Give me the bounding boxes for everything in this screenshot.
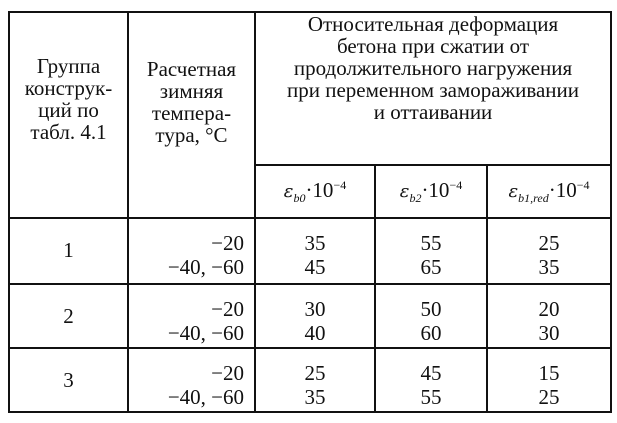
eb2-value: 50 <box>420 297 442 321</box>
group-number: 2 <box>9 284 128 348</box>
eb0-value: 35 <box>304 385 326 409</box>
group-number: 3 <box>9 348 128 412</box>
eb1red-value: 35 <box>538 255 560 279</box>
deformation-table <box>8 11 612 413</box>
eb1red-cell <box>487 348 611 412</box>
symbol-multiplier: ·10 <box>305 177 334 202</box>
temperature-value: −20 <box>211 231 244 255</box>
temperature-header-line: тура, °С <box>155 123 228 147</box>
column-header-eb2 <box>375 165 487 218</box>
deformation-header-cell <box>255 12 611 165</box>
symbol-exponent: −4 <box>449 177 463 192</box>
eb0-cell <box>255 218 375 284</box>
temperature-cell <box>128 348 255 412</box>
group-header-line: конструк- <box>24 76 113 100</box>
group-header-cell <box>9 12 128 218</box>
eb1red-value: 25 <box>538 385 560 409</box>
temperature-value: −40, −60 <box>167 255 244 279</box>
symbol-multiplier: ·10 <box>421 177 450 202</box>
eb1red-cell <box>487 284 611 348</box>
group-header-line: табл. 4.1 <box>30 120 107 144</box>
epsilon-symbol: ε <box>399 180 410 202</box>
eb2-value: 60 <box>420 321 442 345</box>
group-header-line: Группа <box>36 54 101 78</box>
eb2-cell <box>375 218 487 284</box>
group-header <box>10 13 127 143</box>
deformation-header-line: при переменном замораживании <box>287 78 579 102</box>
symbol-exponent: −4 <box>333 177 347 192</box>
deformation-header-line: Относительная деформация <box>307 12 559 36</box>
temperature-value: −20 <box>211 297 244 321</box>
eb0-cell <box>255 348 375 412</box>
temperature-value: −40, −60 <box>167 321 244 345</box>
symbol-exponent: −4 <box>576 177 590 192</box>
column-header-eb0 <box>255 165 375 218</box>
temperature-header-cell <box>128 12 255 218</box>
temperature-header-line: Расчетная <box>146 57 237 81</box>
eb1red-value: 25 <box>538 231 560 255</box>
deformation-header-line: продолжительного нагружения <box>293 56 573 80</box>
temperature-value: −40, −60 <box>167 385 244 409</box>
deformation-header-line: бетона при сжатии от <box>336 34 530 58</box>
eb2-value: 65 <box>420 255 442 279</box>
eb1red-value: 30 <box>538 321 560 345</box>
column-header-eb1red <box>487 165 611 218</box>
temperature-value: −20 <box>211 361 244 385</box>
eb2-value: 45 <box>420 361 442 385</box>
temperature-cell <box>128 218 255 284</box>
eb2-value: 55 <box>420 231 442 255</box>
eb0-cell <box>255 284 375 348</box>
eb1red-value: 20 <box>538 297 560 321</box>
eb0-value: 45 <box>304 255 326 279</box>
symbol-subscript: b0 <box>293 191 306 206</box>
eb0-value: 40 <box>304 321 326 345</box>
temperature-cell <box>128 284 255 348</box>
header-row <box>9 12 611 165</box>
table-row <box>9 218 611 284</box>
group-number: 1 <box>9 218 128 284</box>
eb1red-value: 15 <box>538 361 560 385</box>
eb2-cell <box>375 284 487 348</box>
table-row <box>9 348 611 412</box>
symbol-subscript: b1,red <box>518 191 549 206</box>
temperature-header <box>129 13 254 146</box>
eb0-value: 35 <box>304 231 326 255</box>
eb2-cell <box>375 348 487 412</box>
eb0-value: 30 <box>304 297 326 321</box>
deformation-header-line: и оттаивании <box>373 100 493 124</box>
symbol-subscript: b2 <box>409 191 422 206</box>
temperature-header-line: зимняя <box>159 79 224 103</box>
eb1red-cell <box>487 218 611 284</box>
temperature-header-line: темпера- <box>151 101 232 125</box>
group-header-line: ций по <box>38 98 99 122</box>
epsilon-symbol: ε <box>283 180 294 202</box>
eb0-value: 25 <box>304 361 326 385</box>
table-row <box>9 284 611 348</box>
epsilon-symbol: ε <box>508 180 519 202</box>
eb2-value: 55 <box>420 385 442 409</box>
symbol-multiplier: ·10 <box>548 177 577 202</box>
